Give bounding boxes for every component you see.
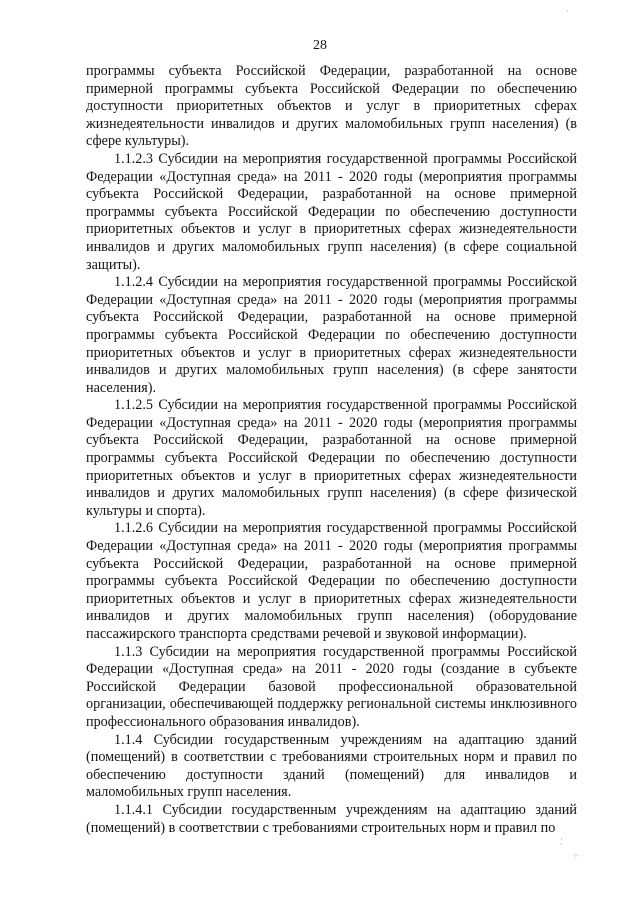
scan-speck: ⁘: [572, 851, 580, 861]
page-number: 28: [313, 38, 327, 53]
paragraph-continuation: программы субъекта Российской Федерации, разработанной на основе примерной программы субъекта Российской Федерации по обеспечению доступности приоритетных объектов и услуг в приоритетных сферах жизнедеятельности инвалидов и других маломобильных групп населения) (в сфере культуры).: [86, 63, 577, 150]
paragraph-1-1-4: 1.1.4 Субсидии государственным учреждениям на адаптацию зданий (помещений) в соответствии с требованиями строительных норм и правил по обеспечению доступности зданий (помещений) для инвалидов и маломобильных групп населения.: [86, 731, 577, 801]
paragraph-1-1-2-6: 1.1.2.6 Субсидии на мероприятия государственной программы Российской Федерации «Доступная среда» на 2011 - 2020 годы (мероприятия программы субъекта Российской Федерации, разработанной на основе примерной программы субъекта Российской Федерации по обеспечению доступности приоритетных объектов и услуг в приоритетных сферах жизнедеятельности инвалидов и других маломобильных групп населения) (оборудование пассажирского транспорта средствами речевой и звуковой информации).: [86, 520, 577, 642]
paragraph-1-1-3: 1.1.3 Субсидии на мероприятия государственной программы Российской Федерации «Доступная среда» на 2011 - 2020 годы (создание в субъекте Российской Федерации базовой профессиональной образовательной организации, обеспечивающей поддержку региональной системы инклюзивного профессионального образования инвалидов).: [86, 643, 577, 730]
paragraph-1-1-2-3: 1.1.2.3 Субсидии на мероприятия государственной программы Российской Федерации «Доступная среда» на 2011 - 2020 годы (мероприятия программы субъекта Российской Федерации, разработанной на основе примерной программы субъекта Российской Федерации по обеспечению доступности приоритетных объектов и услуг в приоритетных сферах жизнедеятельности инвалидов и других маломобильных групп населения) (в сфере социальной защиты).: [86, 150, 577, 273]
paragraph-1-1-2-5: 1.1.2.5 Субсидии на мероприятия государственной программы Российской Федерации «Доступная среда» на 2011 - 2020 годы (мероприятия программы субъекта Российской Федерации, разработанной на основе примерной программы субъекта Российской Федерации по обеспечению доступности приоритетных объектов и услуг в приоритетных сферах жизнедеятельности инвалидов и других маломобильных групп населения) (в сфере физической культуры и спорта).: [86, 397, 577, 519]
paragraph-1-1-4-1: 1.1.4.1 Субсидии государственным учреждениям на адаптацию зданий (помещений) в соответствии с требованиями строительных норм и правил по: [86, 801, 577, 836]
paragraph-1-1-2-4: 1.1.2.4 Субсидии на мероприятия государственной программы Российской Федерации «Доступная среда» на 2011 - 2020 годы (мероприятия программы субъекта Российской Федерации, разработанной на основе примерной программы субъекта Российской Федерации по обеспечению доступности приоритетных объектов и услуг в приоритетных сферах жизнедеятельности инвалидов и других маломобильных групп населения) (в сфере занятости населения).: [86, 274, 577, 396]
scan-speck: ˙: [566, 9, 569, 19]
document-body: [86, 63, 577, 837]
scan-speck: ⁚: [560, 837, 563, 847]
